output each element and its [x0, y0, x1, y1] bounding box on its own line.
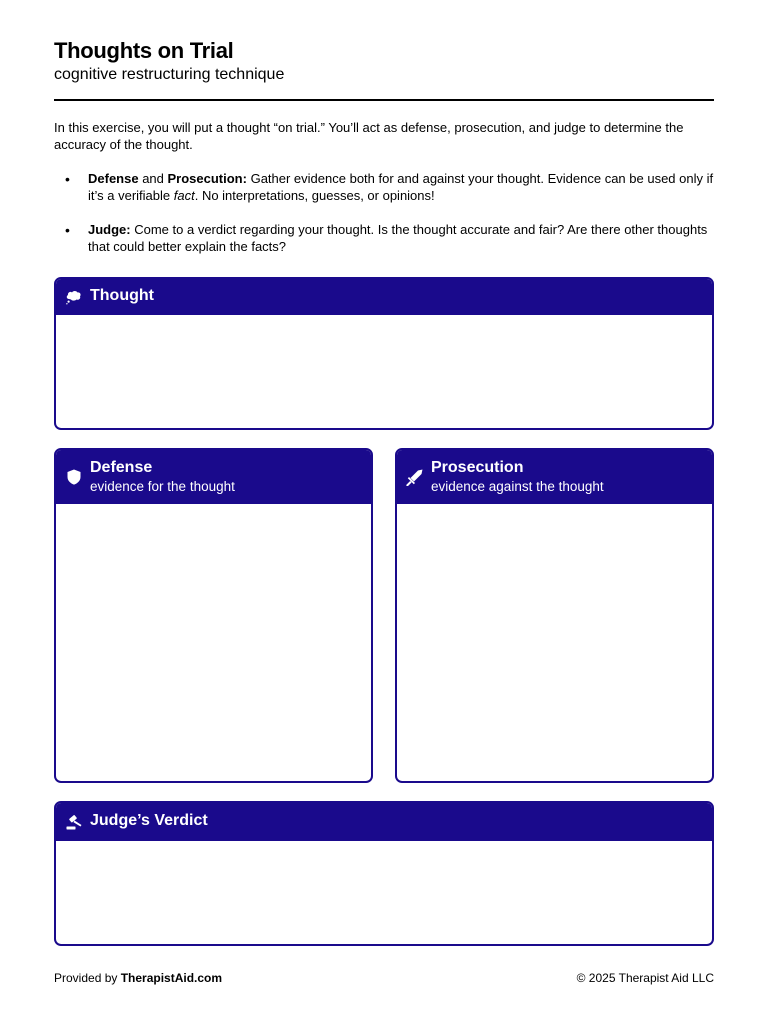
bullet-text: Gather evidence both for and against your thought. Evidence can be used only if it’s a verifiable: [88, 171, 714, 203]
verdict-box: [54, 801, 714, 946]
bullet-italic-fact: fact: [173, 187, 195, 203]
defense-title: Defense: [90, 459, 153, 476]
prosecution-writing-area[interactable]: [397, 504, 712, 781]
prosecution-box: [395, 448, 714, 783]
bullet-bold-defense: Defense: [88, 171, 139, 186]
footer-provided-by: [54, 971, 222, 985]
bullet-bold-judge: Judge:: [88, 222, 131, 237]
verdict-title: Judge’s Verdict: [90, 812, 208, 829]
instruction-list: [54, 171, 714, 273]
footer-provided-prefix: Provided by: [54, 971, 121, 985]
prosecution-header: [397, 450, 712, 504]
instruction-item-defense-prosecution: [54, 171, 714, 204]
thought-title: Thought: [90, 287, 154, 304]
sword-icon: [406, 468, 424, 486]
thought-writing-area[interactable]: [56, 315, 712, 428]
prosecution-title: Prosecution: [431, 459, 524, 476]
intro-text: In this exercise, you will put a thought “on trial.” You’ll act as defense, prosecution, and judge to determine the accuracy of the thought.: [54, 120, 684, 152]
footer-brand-link[interactable]: TherapistAid.com: [120, 971, 223, 985]
bullet-text: . No interpretations, guesses, or opinions!: [194, 187, 435, 203]
page-title: Thoughts on Trial: [54, 38, 234, 63]
defense-writing-area[interactable]: [56, 504, 371, 781]
header-divider: [54, 99, 714, 101]
verdict-writing-area[interactable]: [56, 841, 712, 944]
gavel-icon: [65, 813, 83, 831]
bullet-text: and: [138, 171, 168, 186]
defense-subtitle: evidence for the thought: [90, 479, 235, 494]
page-subtitle: cognitive restructuring technique: [54, 66, 285, 83]
instruction-item-judge: [54, 222, 714, 255]
shield-icon: [65, 468, 83, 486]
prosecution-subtitle: evidence against the thought: [431, 479, 604, 494]
thought-header: [56, 279, 712, 315]
defense-header: [56, 450, 371, 504]
bullet-bold-prosecution: Prosecution:: [167, 171, 247, 186]
bullet-text: Come to a verdict regarding your thought. Is the thought accurate and fair? Are there other thoughts that could better explain the facts?: [88, 222, 708, 254]
footer-copyright: © 2025 Therapist Aid LLC: [576, 971, 714, 985]
thought-box: [54, 277, 714, 430]
defense-box: [54, 448, 373, 783]
thought-bubble-icon: [65, 288, 83, 306]
verdict-header: [56, 803, 712, 841]
